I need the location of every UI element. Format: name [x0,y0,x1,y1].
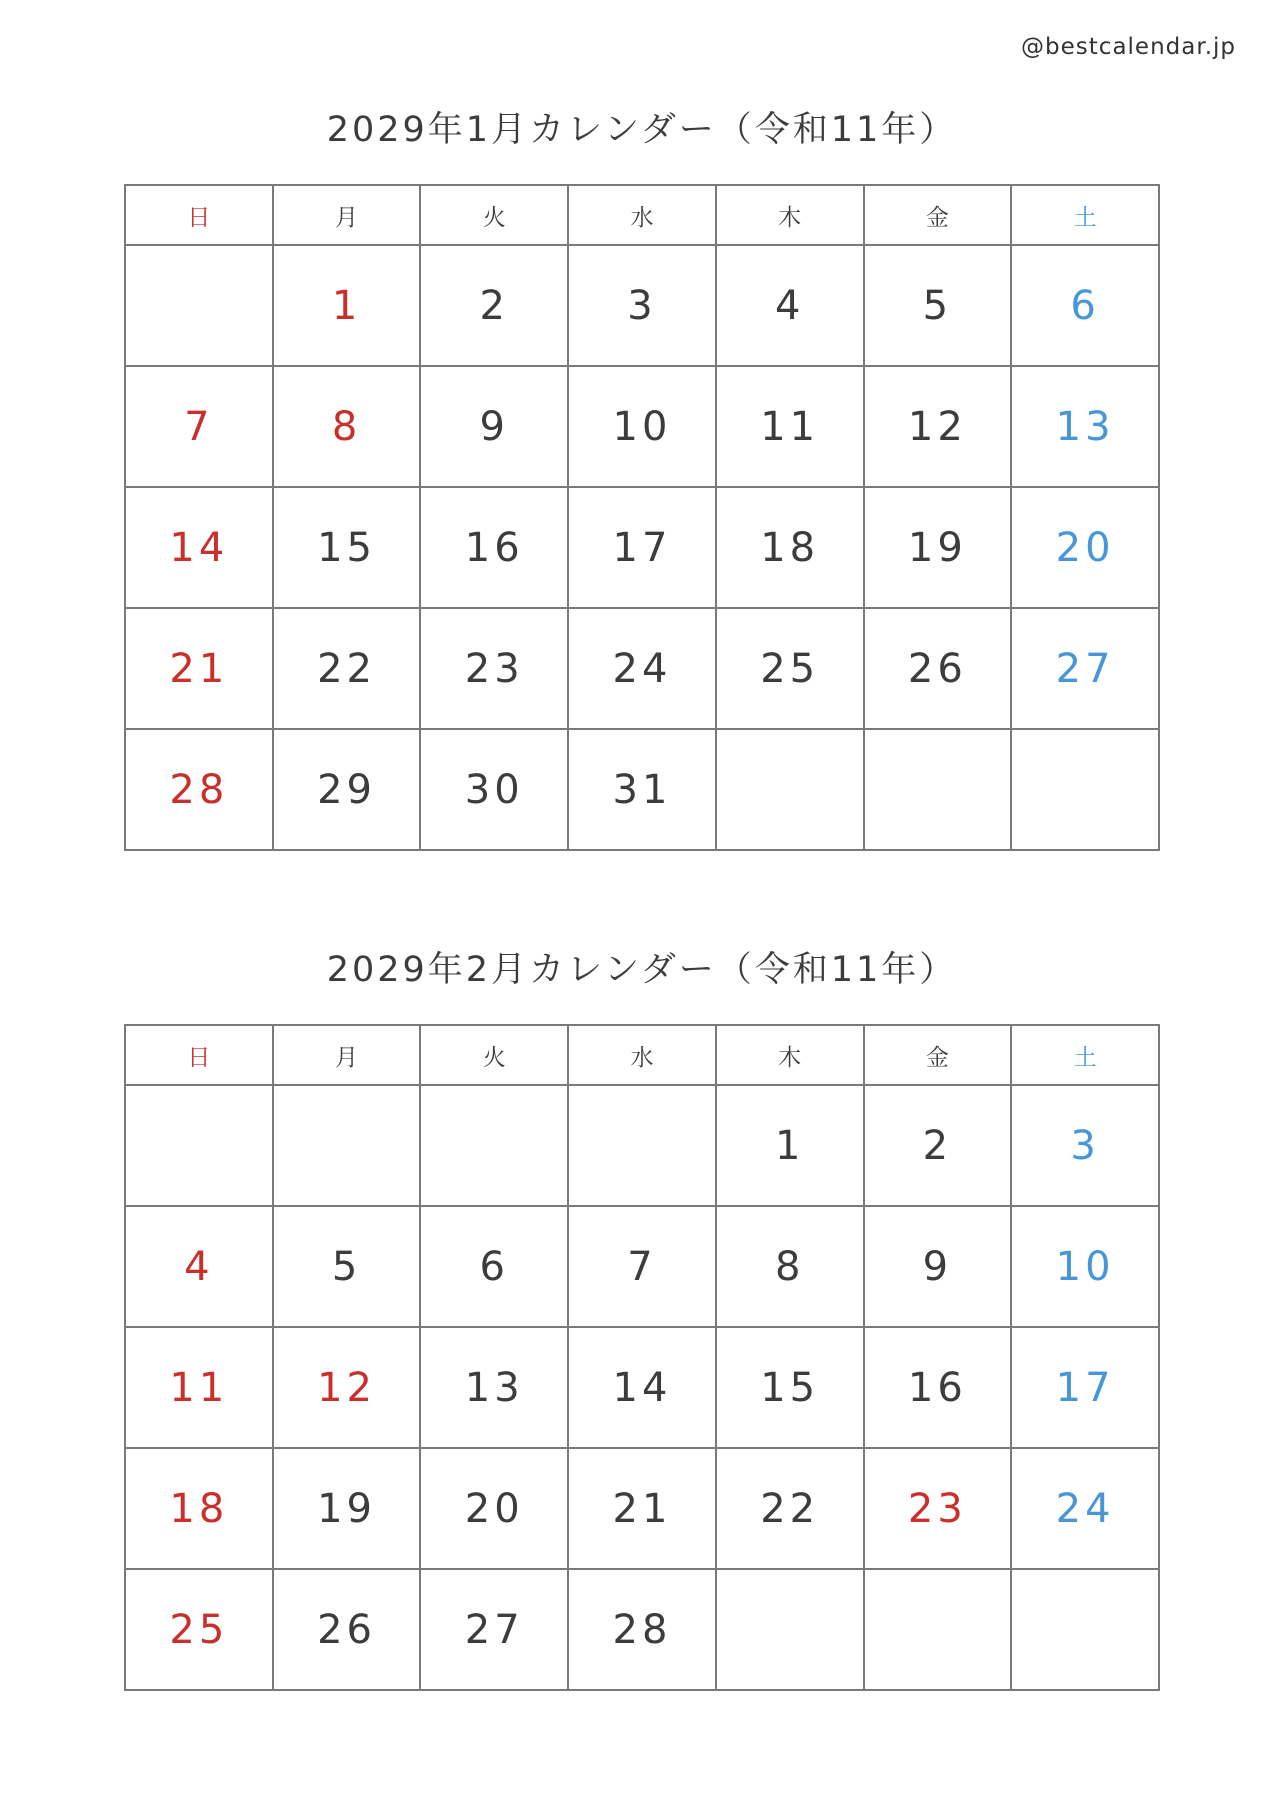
weekday-header-row [125,1025,1159,1085]
month-title: 2029年1月カレンダー（令和11年） [326,110,958,150]
day-cell [716,729,864,850]
day-cell: 13 [420,1327,568,1448]
day-cell: 19 [273,1448,421,1569]
day-cell [1011,1569,1159,1690]
weekday-sun: 日 [125,185,273,245]
week-row [125,1448,1159,1569]
day-cell [716,1569,864,1690]
day-cell: 14 [125,487,273,608]
day-cell: 2 [864,1085,1012,1206]
weekday-thu: 木 [716,185,864,245]
weekday-header-row [125,185,1159,245]
day-cell: 26 [864,608,1012,729]
day-cell: 1 [716,1085,864,1206]
day-cell: 27 [1011,608,1159,729]
day-cell: 28 [568,1569,716,1690]
day-cell: 22 [716,1448,864,1569]
day-cell: 17 [1011,1327,1159,1448]
day-cell: 11 [125,1327,273,1448]
day-cell: 25 [125,1569,273,1690]
day-cell: 26 [273,1569,421,1690]
day-cell: 12 [273,1327,421,1448]
day-cell: 6 [420,1206,568,1327]
day-cell [125,1085,273,1206]
day-cell: 19 [864,487,1012,608]
weekday-sat: 土 [1011,1025,1159,1085]
weekday-sun: 日 [125,1025,273,1085]
weekday-sat: 土 [1011,185,1159,245]
day-cell: 21 [568,1448,716,1569]
week-row [125,1206,1159,1327]
calendar-grid [124,1024,1160,1691]
week-row [125,1569,1159,1690]
week-row [125,608,1159,729]
day-cell: 7 [125,366,273,487]
day-cell: 20 [1011,487,1159,608]
day-cell: 10 [568,366,716,487]
day-cell: 4 [125,1206,273,1327]
day-cell: 21 [125,608,273,729]
day-cell: 6 [1011,245,1159,366]
day-cell: 11 [716,366,864,487]
calendar-january [124,100,1160,851]
day-cell [273,1085,421,1206]
day-cell: 18 [716,487,864,608]
day-cell: 24 [1011,1448,1159,1569]
month-title: 2029年2月カレンダー（令和11年） [326,950,958,990]
calendar-grid [124,184,1160,851]
day-cell: 1 [273,245,421,366]
day-cell [864,729,1012,850]
weekday-tue: 火 [420,1025,568,1085]
weekday-wed: 水 [568,185,716,245]
day-cell: 28 [125,729,273,850]
week-row [125,1327,1159,1448]
day-cell: 8 [716,1206,864,1327]
day-cell: 9 [420,366,568,487]
day-cell: 12 [864,366,1012,487]
day-cell: 30 [420,729,568,850]
day-cell: 4 [716,245,864,366]
week-row [125,487,1159,608]
day-cell: 14 [568,1327,716,1448]
day-cell [1011,729,1159,850]
day-cell: 3 [568,245,716,366]
day-cell: 23 [864,1448,1012,1569]
day-cell: 27 [420,1569,568,1690]
day-cell: 13 [1011,366,1159,487]
weekday-tue: 火 [420,185,568,245]
week-row [125,245,1159,366]
day-cell: 8 [273,366,421,487]
day-cell: 29 [273,729,421,850]
day-cell [420,1085,568,1206]
day-cell [568,1085,716,1206]
weekday-wed: 水 [568,1025,716,1085]
day-cell: 22 [273,608,421,729]
week-row [125,1085,1159,1206]
day-cell: 18 [125,1448,273,1569]
site-credit: @bestcalendar.jp [1021,34,1236,60]
day-cell: 3 [1011,1085,1159,1206]
day-cell: 23 [420,608,568,729]
day-cell: 7 [568,1206,716,1327]
week-row [125,729,1159,850]
calendar-february [124,940,1160,1691]
day-cell: 20 [420,1448,568,1569]
day-cell: 25 [716,608,864,729]
day-cell: 5 [864,245,1012,366]
weekday-mon: 月 [273,185,421,245]
day-cell: 5 [273,1206,421,1327]
weekday-fri: 金 [864,1025,1012,1085]
day-cell: 15 [273,487,421,608]
day-cell [125,245,273,366]
week-row [125,366,1159,487]
weekday-thu: 木 [716,1025,864,1085]
day-cell: 24 [568,608,716,729]
day-cell: 10 [1011,1206,1159,1327]
day-cell: 31 [568,729,716,850]
day-cell: 16 [420,487,568,608]
day-cell: 9 [864,1206,1012,1327]
day-cell [864,1569,1012,1690]
day-cell: 2 [420,245,568,366]
day-cell: 17 [568,487,716,608]
weekday-fri: 金 [864,185,1012,245]
weekday-mon: 月 [273,1025,421,1085]
day-cell: 15 [716,1327,864,1448]
day-cell: 16 [864,1327,1012,1448]
